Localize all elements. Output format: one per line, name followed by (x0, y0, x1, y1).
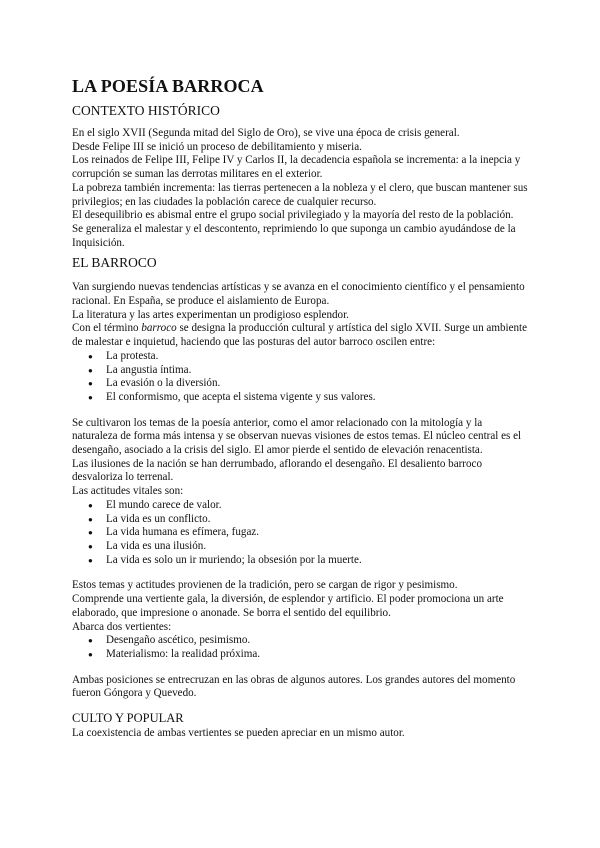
paragraph: Las actitudes vitales son: (72, 485, 184, 498)
list-item: ● La vida humana es efímera, fugaz. (72, 526, 528, 540)
termino-paragraph (72, 322, 528, 349)
list-item: ● Materialismo: la realidad próxima. (72, 648, 528, 662)
paragraph: Se generaliza el malestar y el descontento, reprimiendo lo que suponga un cambio ayudándose de la Inquisición. (72, 222, 516, 249)
paragraph: Estos temas y actitudes provienen de la tradición, pero se cargan de rigor y pesimismo. (72, 579, 458, 592)
document-page (72, 72, 528, 741)
list-item: ● La vida es un conflicto. (72, 513, 528, 527)
paragraph: Ambas posiciones se entrecruzan en las obras de algunos autores. Los grandes autores del momento fueron Góngora y Quevedo. (72, 673, 516, 700)
paragraph: La pobreza también incrementa: las tierras pertenecen a la nobleza y el clero, que buscan mantener sus privilegios; en las ciudades la población carece de cualquier recurso. (72, 181, 528, 208)
posturas-list (72, 350, 528, 405)
list-item: ● Desengaño ascético, pesimismo. (72, 634, 528, 648)
barroco-body (72, 281, 528, 701)
list-item: ● La protesta. (72, 350, 528, 364)
paragraph: Los reinados de Felipe III, Felipe IV y Carlos II, la decadencia española se incrementa: a la inepcia y corrupción se suman las derrotas militares en el exterior. (72, 154, 521, 181)
list-item: ● El conformismo, que acepta el sistema vigente y sus valores. (72, 391, 528, 405)
paragraph: Se cultivaron los temas de la poesía anterior, como el amor relacionado con la mitología y la naturaleza de forma más intensa y se observan nuevas visiones de estos temas. El núcleo central es el desengaño, asociado a la crisis del siglo. El amor pierde el sentido de elevación renacentista. (72, 416, 522, 457)
paragraph: Desde Felipe III se inició un proceso de debilitamiento y miseria. (72, 140, 362, 153)
list-item: ● La evasión o la diversión. (72, 377, 528, 391)
paragraph: Abarca dos vertientes: (72, 620, 172, 633)
list-item: ● El mundo carece de valor. (72, 499, 528, 513)
section-heading-culto: CULTO Y POPULAR (72, 711, 184, 726)
contexto-body (72, 127, 528, 250)
list-item: ● La vida es una ilusión. (72, 540, 528, 554)
list-item: ● La angustia íntima. (72, 364, 528, 378)
paragraph: Comprende una vertiente gala, la diversión, de esplendor y artificio. El poder promociona un arte elaborado, que impresione o anonade. Se borra el sentido del equilibrio. (72, 593, 504, 619)
paragraph: El desequilibrio es abismal entre el grupo social privilegiado y la mayoría del resto de la población. (72, 209, 514, 222)
paragraph: La literatura y las artes experimentan un prodigioso esplendor. (72, 308, 349, 321)
vertientes-list (72, 634, 528, 661)
section-heading-contexto: CONTEXTO HISTÓRICO (72, 103, 220, 118)
paragraph: Las ilusiones de la nación se han derrumbado, aflorando el desengaño. El desaliento barroco desvaloriza lo terrenal. (72, 457, 483, 484)
paragraph: La coexistencia de ambas vertientes se pueden apreciar en un mismo autor. (72, 727, 405, 740)
termino-italic: barroco (141, 322, 177, 335)
page-title: LA POESÍA BARROCA (72, 76, 264, 96)
actitudes-list (72, 499, 528, 568)
termino-pre: Con el término (72, 322, 142, 335)
termino-post: se designa la producción cultural y artística del siglo XVII. Surge un ambiente de malestar e inquietud, haciendo que las posturas del autor barroco oscilen entre: (72, 322, 528, 349)
list-item: ● La vida es solo un ir muriendo; la obsesión por la muerte. (72, 554, 528, 568)
section-heading-barroco: EL BARROCO (72, 255, 157, 271)
paragraph: En el siglo XVII (Segunda mitad del Siglo de Oro), se vive una época de crisis general. (72, 127, 460, 139)
paragraph: Van surgiendo nuevas tendencias artísticas y se avanza en el conocimiento científico y el pensamiento racional. En España, se produce el aislamiento de Europa. (72, 281, 525, 308)
